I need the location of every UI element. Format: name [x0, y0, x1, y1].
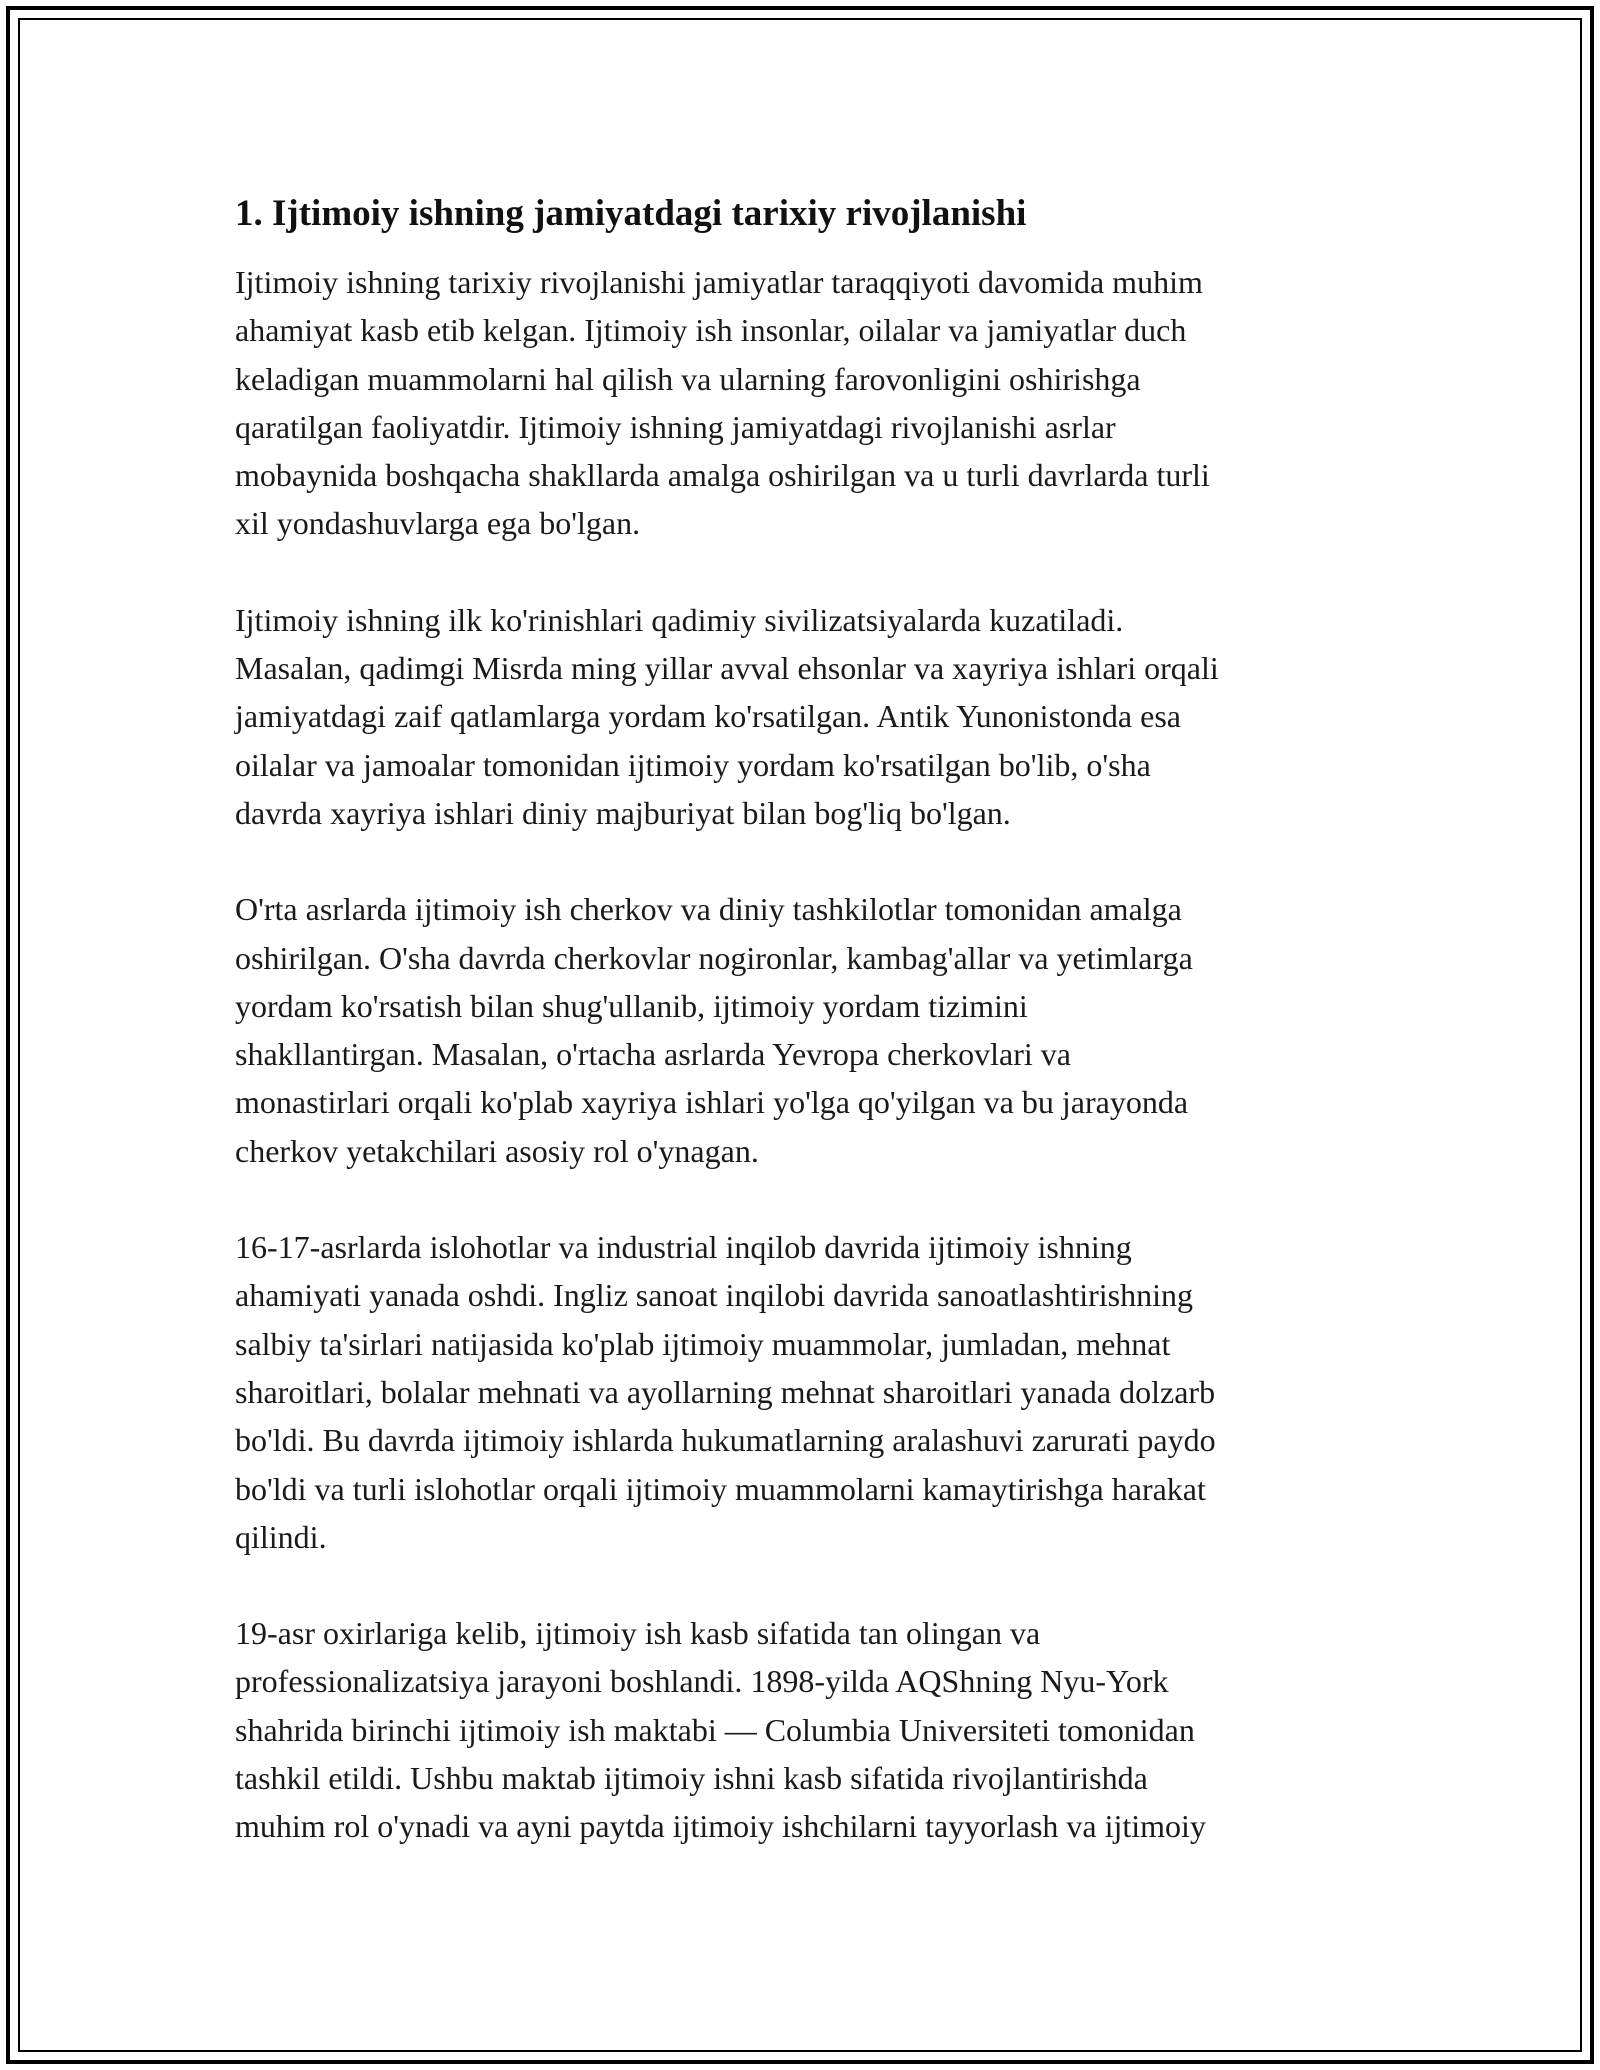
text-line: bo'ldi va turli islohotlar orqali ijtimoiy muammolarni kamaytirishga harakat — [235, 1470, 1206, 1507]
text-line: Ijtimoiy ishning ilk ko'rinishlari qadimiy sivilizatsiyalarda kuzatiladi. — [235, 601, 1124, 638]
paragraph-1 — [235, 258, 1385, 548]
text-line: jamiyatdagi zaif qatlamlarga yordam ko'rsatilgan. Antik Yunonistonda esa — [235, 698, 1181, 735]
text-line: bo'ldi. Bu davrda ijtimoiy ishlarda hukumatlarning aralashuvi zarurati paydo — [235, 1422, 1216, 1459]
text-line: tashkil etildi. Ushbu maktab ijtimoiy ishni kasb sifatida rivojlantirishda — [235, 1760, 1148, 1797]
paragraph-3 — [235, 885, 1385, 1175]
paragraph-5 — [235, 1609, 1385, 1850]
text-line: mobaynida boshqacha shakllarda amalga oshirilgan va u turli davrlarda turli — [235, 457, 1210, 494]
text-line: qaratilgan faoliyatdir. Ijtimoiy ishning jamiyatdagi rivojlanishi asrlar — [235, 408, 1116, 445]
text-line: shakllantirgan. Masalan, o'rtacha asrlarda Yevropa cherkovlari va — [235, 1036, 1071, 1073]
text-line: monastirlari orqali ko'plab xayriya ishlari yo'lga qo'yilgan va bu jarayonda — [235, 1084, 1189, 1121]
text-line: Masalan, qadimgi Misrda ming yillar avval ehsonlar va xayriya ishlari orqali — [235, 650, 1219, 687]
text-line: Ijtimoiy ishning tarixiy rivojlanishi jamiyatlar taraqqiyoti davomida muhim — [235, 264, 1203, 300]
text-line: cherkov yetakchilari asosiy rol o'ynagan. — [235, 1132, 759, 1169]
text-line: 19-asr oxirlariga kelib, ijtimoiy ish kasb sifatida tan olingan va — [235, 1615, 1041, 1652]
text-line: professionalizatsiya jarayoni boshlandi. 1898-yilda AQShning Nyu-York — [235, 1663, 1169, 1700]
document-body — [235, 188, 1385, 1899]
text-line: oilalar va jamoalar tomonidan ijtimoiy yordam ko'rsatilgan bo'lib, o'sha — [235, 746, 1151, 783]
paragraph-2 — [235, 596, 1385, 837]
text-line: yordam ko'rsatish bilan shug'ullanib, ijtimoiy yordam tizimini — [235, 987, 1028, 1024]
paragraph-4 — [235, 1223, 1385, 1561]
text-line: ahamiyat kasb etib kelgan. Ijtimoiy ish insonlar, oilalar va jamiyatlar duch — [235, 312, 1187, 349]
text-line: oshirilgan. O'sha davrda cherkovlar nogironlar, kambag'allar va yetimlarga — [235, 939, 1193, 976]
text-line: keladigan muammolarni hal qilish va ularning farovonligini oshirishga — [235, 360, 1141, 397]
text-line: salbiy ta'sirlari natijasida ko'plab ijtimoiy muammolar, jumladan, mehnat — [235, 1325, 1171, 1362]
text-line: ahamiyati yanada oshdi. Ingliz sanoat inqilobi davrida sanoatlashtirishning — [235, 1277, 1193, 1314]
text-line: 16-17-asrlarda islohotlar va industrial inqilob davrida ijtimoiy ishning — [235, 1229, 1132, 1266]
text-line: xil yondashuvlarga ega bo'lgan. — [235, 505, 641, 542]
text-line: O'rta asrlarda ijtimoiy ish cherkov va diniy tashkilotlar tomonidan amalga — [235, 891, 1182, 928]
text-line: sharoitlari, bolalar mehnati va ayollarning mehnat sharoitlari yanada dolzarb — [235, 1373, 1216, 1410]
text-line: shahrida birinchi ijtimoiy ish maktabi — Columbia Universiteti tomonidan — [235, 1711, 1195, 1748]
text-line: qilindi. — [235, 1518, 327, 1555]
text-line: muhim rol o'ynadi va ayni paytda ijtimoiy ishchilarni tayyorlash va ijtimoiy — [235, 1808, 1206, 1845]
section-heading: 1. Ijtimoiy ishning jamiyatdagi tarixiy rivojlanishi — [235, 193, 1027, 234]
text-line: davrda xayriya ishlari diniy majburiyat bilan bog'liq bo'lgan. — [235, 794, 1011, 831]
